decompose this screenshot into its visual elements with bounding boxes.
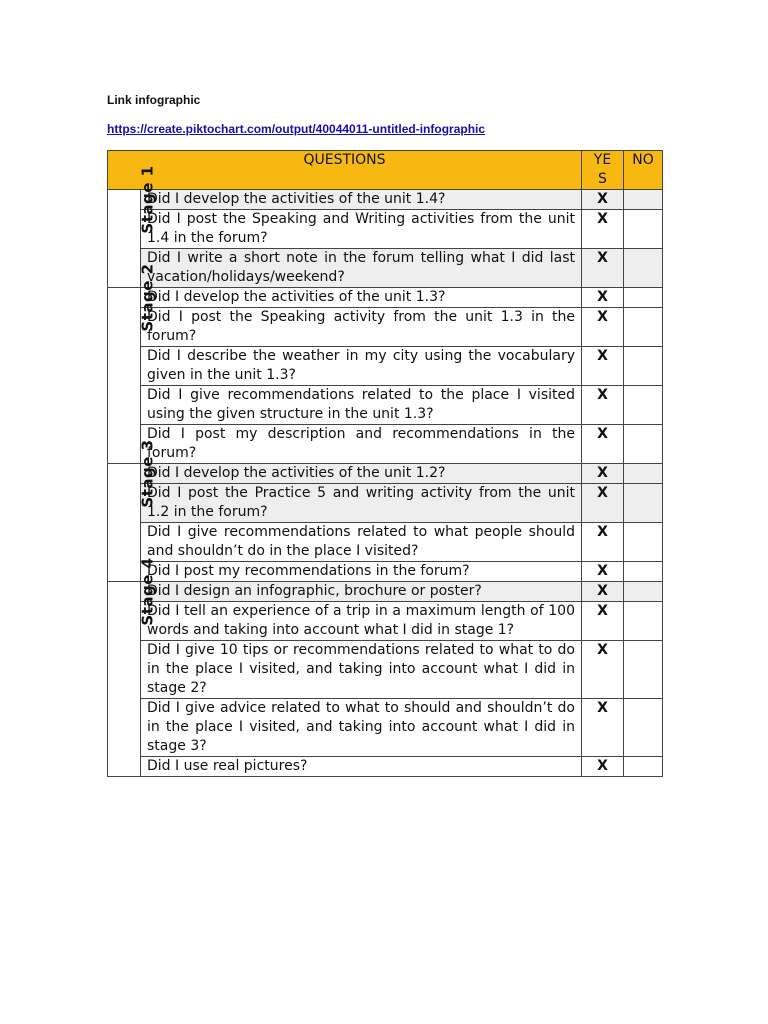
table-row	[108, 464, 663, 484]
yes-mark-cell: X	[582, 249, 624, 288]
no-mark-cell	[624, 425, 663, 464]
question-cell: Did I post my description and recommendations in the forum?	[141, 425, 582, 464]
no-mark-cell	[624, 523, 663, 562]
question-cell: Did I develop the activities of the unit 1.4?	[141, 190, 582, 210]
table-row	[108, 210, 663, 249]
table-row	[108, 190, 663, 210]
no-mark-cell	[624, 210, 663, 249]
yes-header: YE S	[582, 151, 624, 190]
yes-mark-cell: X	[582, 641, 624, 699]
table-row	[108, 386, 663, 425]
no-mark-cell	[624, 347, 663, 386]
table-row	[108, 523, 663, 562]
no-mark-cell	[624, 602, 663, 641]
stage-label: Stage 1	[138, 165, 157, 234]
question-cell: Did I describe the weather in my city using the vocabulary given in the unit 1.3?	[141, 347, 582, 386]
table-row	[108, 602, 663, 641]
yes-mark-cell: X	[582, 582, 624, 602]
question-cell: Did I design an infographic, brochure or poster?	[141, 582, 582, 602]
table-row	[108, 562, 663, 582]
no-mark-cell	[624, 464, 663, 484]
question-cell: Did I develop the activities of the unit 1.3?	[141, 288, 582, 308]
stage-label-cell	[108, 557, 157, 777]
no-mark-cell	[624, 641, 663, 699]
table-row	[108, 308, 663, 347]
yes-mark-cell: X	[582, 210, 624, 249]
yes-mark-cell: X	[582, 523, 624, 562]
table-row	[108, 641, 663, 699]
no-mark-cell	[624, 386, 663, 425]
no-mark-cell	[624, 308, 663, 347]
table-row	[108, 347, 663, 386]
no-header: NO	[624, 151, 663, 190]
no-mark-cell	[624, 699, 663, 757]
stage-label: Stage 3	[138, 439, 157, 508]
header-row	[108, 151, 663, 190]
question-cell: Did I tell an experience of a trip in a maximum length of 100 words and taking into account what I did in stage 1?	[141, 602, 582, 641]
stage-label: Stage 4	[138, 557, 157, 626]
yes-mark-cell: X	[582, 602, 624, 641]
question-cell: Did I give recommendations related to what people should and shouldn’t do in the place I visited?	[141, 523, 582, 562]
question-cell: Did I post my recommendations in the forum?	[141, 562, 582, 582]
stage-label-cell	[108, 439, 157, 582]
question-cell: Did I write a short note in the forum telling what I did last vacation/holidays/weekend?	[141, 249, 582, 288]
infographic-link[interactable]: https://create.piktochart.com/output/40044011-untitled-infographic	[107, 122, 486, 136]
yes-mark-cell: X	[582, 386, 624, 425]
yes-mark-cell: X	[582, 699, 624, 757]
table-row	[108, 699, 663, 757]
yes-mark-cell: X	[582, 288, 624, 308]
no-mark-cell	[624, 562, 663, 582]
yes-mark-cell: X	[582, 425, 624, 464]
table-row	[108, 288, 663, 308]
yes-mark-cell: X	[582, 562, 624, 582]
yes-mark-cell: X	[582, 464, 624, 484]
question-cell: Did I develop the activities of the unit 1.2?	[141, 464, 582, 484]
table-row	[108, 582, 663, 602]
question-cell: Did I give recommendations related to the place I visited using the given structure in the unit 1.3?	[141, 386, 582, 425]
yes-mark-cell: X	[582, 190, 624, 210]
question-cell: Did I post the Speaking activity from the unit 1.3 in the forum?	[141, 308, 582, 347]
questions-header: QUESTIONS	[108, 151, 582, 190]
table-row	[108, 249, 663, 288]
question-cell: Did I give 10 tips or recommendations related to what to do in the place I visited, and taking into account what I did in stage 2?	[141, 641, 582, 699]
no-mark-cell	[624, 582, 663, 602]
no-mark-cell	[624, 190, 663, 210]
stage-label: Stage 2	[138, 263, 157, 332]
yes-mark-cell: X	[582, 757, 624, 777]
yes-mark-cell: X	[582, 308, 624, 347]
question-cell: Did I post the Practice 5 and writing activity from the unit 1.2 in the forum?	[141, 484, 582, 523]
stage-label-cell	[108, 263, 157, 464]
table-row	[108, 425, 663, 464]
checklist-table	[107, 150, 663, 777]
question-cell: Did I give advice related to what to should and shouldn’t do in the place I visited, and taking into account what I did in stage 3?	[141, 699, 582, 757]
question-cell: Did I use real pictures?	[141, 757, 582, 777]
yes-mark-cell: X	[582, 484, 624, 523]
no-mark-cell	[624, 484, 663, 523]
no-mark-cell	[624, 757, 663, 777]
stage-label-cell	[108, 165, 157, 288]
table-row	[108, 757, 663, 777]
link-label: Link infographic	[107, 93, 201, 107]
yes-mark-cell: X	[582, 347, 624, 386]
no-mark-cell	[624, 249, 663, 288]
question-cell: Did I post the Speaking and Writing activities from the unit 1.4 in the forum?	[141, 210, 582, 249]
table-row	[108, 484, 663, 523]
no-mark-cell	[624, 288, 663, 308]
